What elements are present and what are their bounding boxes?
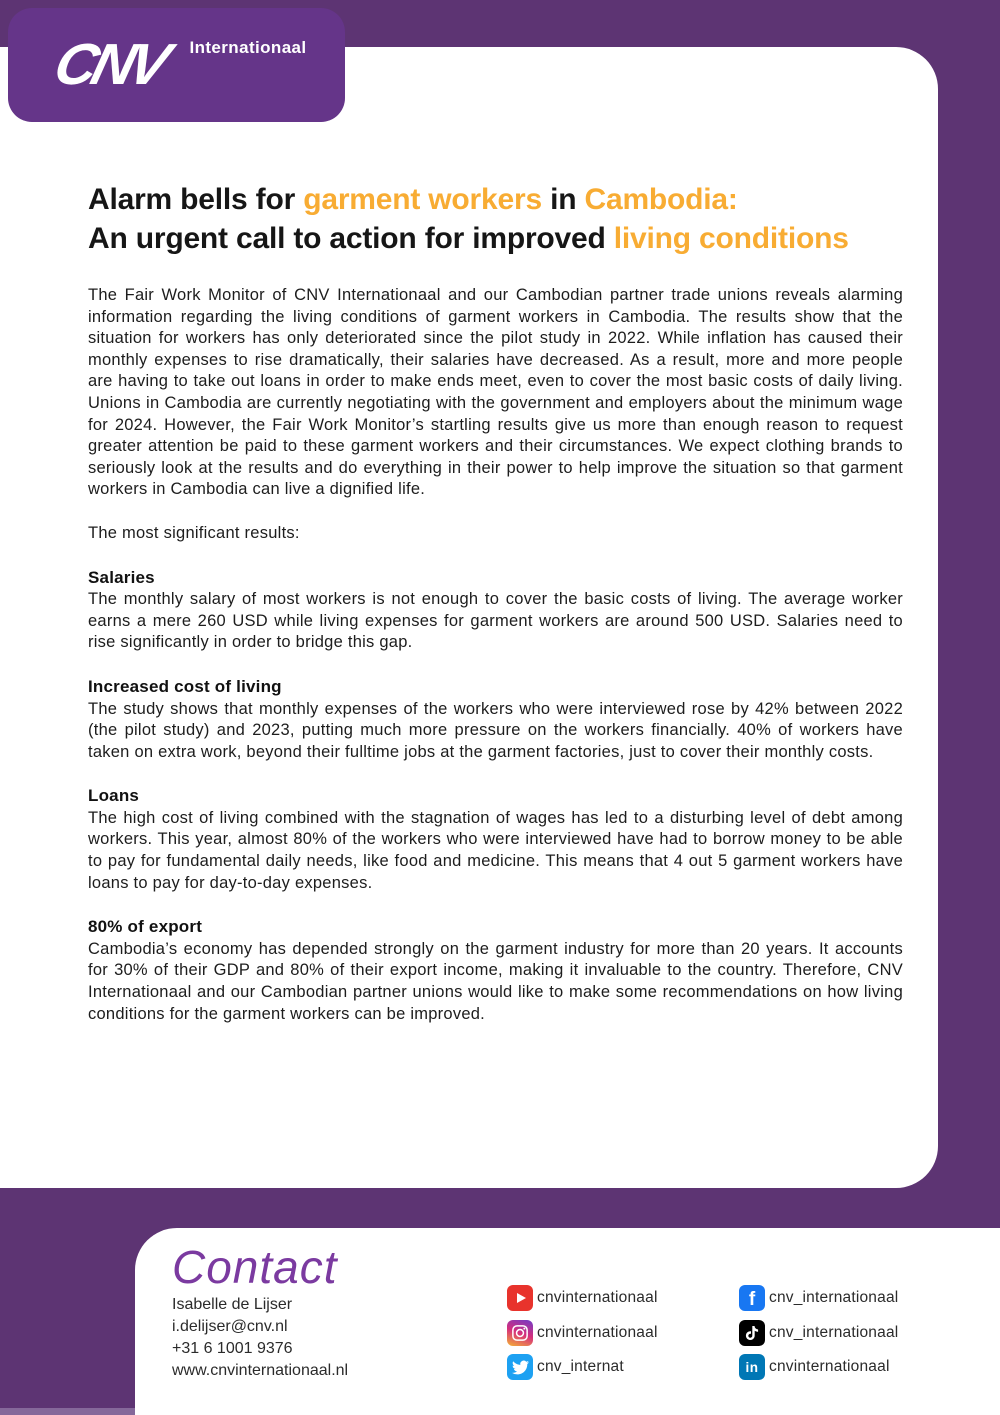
social-link-twitter[interactable] (507, 1354, 658, 1380)
facebook-icon: f (739, 1285, 765, 1311)
social-handle: cnv_internat (537, 1358, 624, 1375)
title-segment-accent: garment workers (303, 183, 542, 216)
section-heading: Loans (88, 786, 140, 806)
section-body: Cambodia’s economy has depended strongly on the garment industry for more than 20 years. It accounts for 30% of their GDP and 80% of their export income, making it invaluable to the country. Therefore, CNV Internationaal and our Cambodian partner unions would like to make some recommendations on how living conditions for the garment workers can be improved. (88, 939, 903, 1023)
section-salaries (88, 567, 903, 654)
title-segment: An urgent call to action for improved (88, 222, 614, 255)
title-segment-accent: living conditions (613, 222, 849, 255)
section-heading: Increased cost of living (88, 676, 282, 696)
social-link-facebook[interactable] (739, 1285, 898, 1311)
social-handle: cnvinternationaal (537, 1289, 658, 1306)
title-segment: Alarm bells for (88, 183, 304, 216)
contact-email[interactable]: i.delijser@cnv.nl (172, 1318, 288, 1335)
contact-heading: Contact (172, 1241, 338, 1293)
section-heading: 80% of export (88, 917, 203, 937)
section-export (88, 916, 903, 1025)
contact-name: Isabelle de Lijser (172, 1296, 293, 1313)
title-segment-accent: Cambodia: (584, 183, 738, 216)
footer-card (135, 1228, 1000, 1415)
brand-name: Internationaal (189, 38, 307, 57)
social-handle: cnvinternationaal (537, 1323, 658, 1341)
brand-block (8, 8, 345, 122)
section-body: The high cost of living combined with the stagnation of wages has led to a disturbing level of debt among workers. This year, almost 80% of the workers who were interviewed have had to borrow money to be able to pay for fundamental daily needs, like food and medicine. This means that 4 out 5 garment workers have loans to pay for day-to-day expenses. (88, 808, 903, 892)
social-handle: cnv_internationaal (769, 1323, 899, 1341)
social-link-youtube[interactable] (507, 1285, 658, 1311)
social-column-left (507, 1285, 658, 1389)
instagram-icon (507, 1320, 533, 1346)
results-lead: The most significant results: (88, 523, 300, 542)
page-edge-strip (0, 1408, 135, 1415)
social-link-linkedin[interactable] (739, 1354, 898, 1380)
contact-phone: +31 6 1001 9376 (172, 1340, 293, 1357)
section-heading: Salaries (88, 567, 155, 587)
title-segment: in (541, 183, 585, 216)
contact-website[interactable]: www.cnvinternationaal.nl (172, 1362, 349, 1379)
section-body: The study shows that monthly expenses of the workers who were interviewed rose by 42% between 2022 (the pilot study) and 2023, putting much more pressure on the workers financially. 40% of workers have taken on extra work, beyond their fulltime jobs at the garment factories, just to cover their monthly costs. (88, 699, 903, 761)
section-body: The monthly salary of most workers is not enough to cover the basic costs of living. The average worker earns a mere 260 USD while living expenses for garment workers are around 500 USD. Salaries need to rise significantly in order to bridge this gap. (88, 590, 903, 652)
social-link-instagram[interactable] (507, 1320, 658, 1346)
article (88, 180, 903, 1025)
youtube-icon (507, 1285, 533, 1311)
social-handle: cnv_internationaal (769, 1289, 899, 1306)
intro-paragraph: The Fair Work Monitor of CNV Internationaal and our Cambodian partner trade unions reveals alarming information regarding the living conditions of garment workers in Cambodia. The results show that the situation for workers has only deteriorated since the pilot study in 2022. While inflation has caused their monthly expenses to rise dramatically, their salaries have decreased. As a result, more and more people are having to take out loans in order to make ends meet, even to cover the most basic costs of daily living. Unions in Cambodia are currently negotiating with the government and employers about the minimum wage for 2024. However, the Fair Work Monitor’s startling results give us more than enough reason to request greater attention be paid to these garment workers and their circumstances. We expect clothing brands to seriously look at the results and do everything in their power to help improve the situation so that garment workers in Cambodia can live a dignified life. (88, 286, 903, 499)
social-handle: cnvinternationaal (769, 1358, 890, 1375)
section-cost-of-living (88, 676, 903, 763)
contact-details (172, 1294, 348, 1382)
page-title (88, 180, 903, 258)
twitter-icon (507, 1354, 533, 1380)
linkedin-icon: in (739, 1354, 765, 1380)
social-link-tiktok[interactable] (739, 1320, 898, 1346)
social-column-right (739, 1285, 898, 1389)
cnv-logo: CNV (48, 32, 172, 97)
tiktok-icon (739, 1320, 765, 1346)
section-loans (88, 785, 903, 894)
